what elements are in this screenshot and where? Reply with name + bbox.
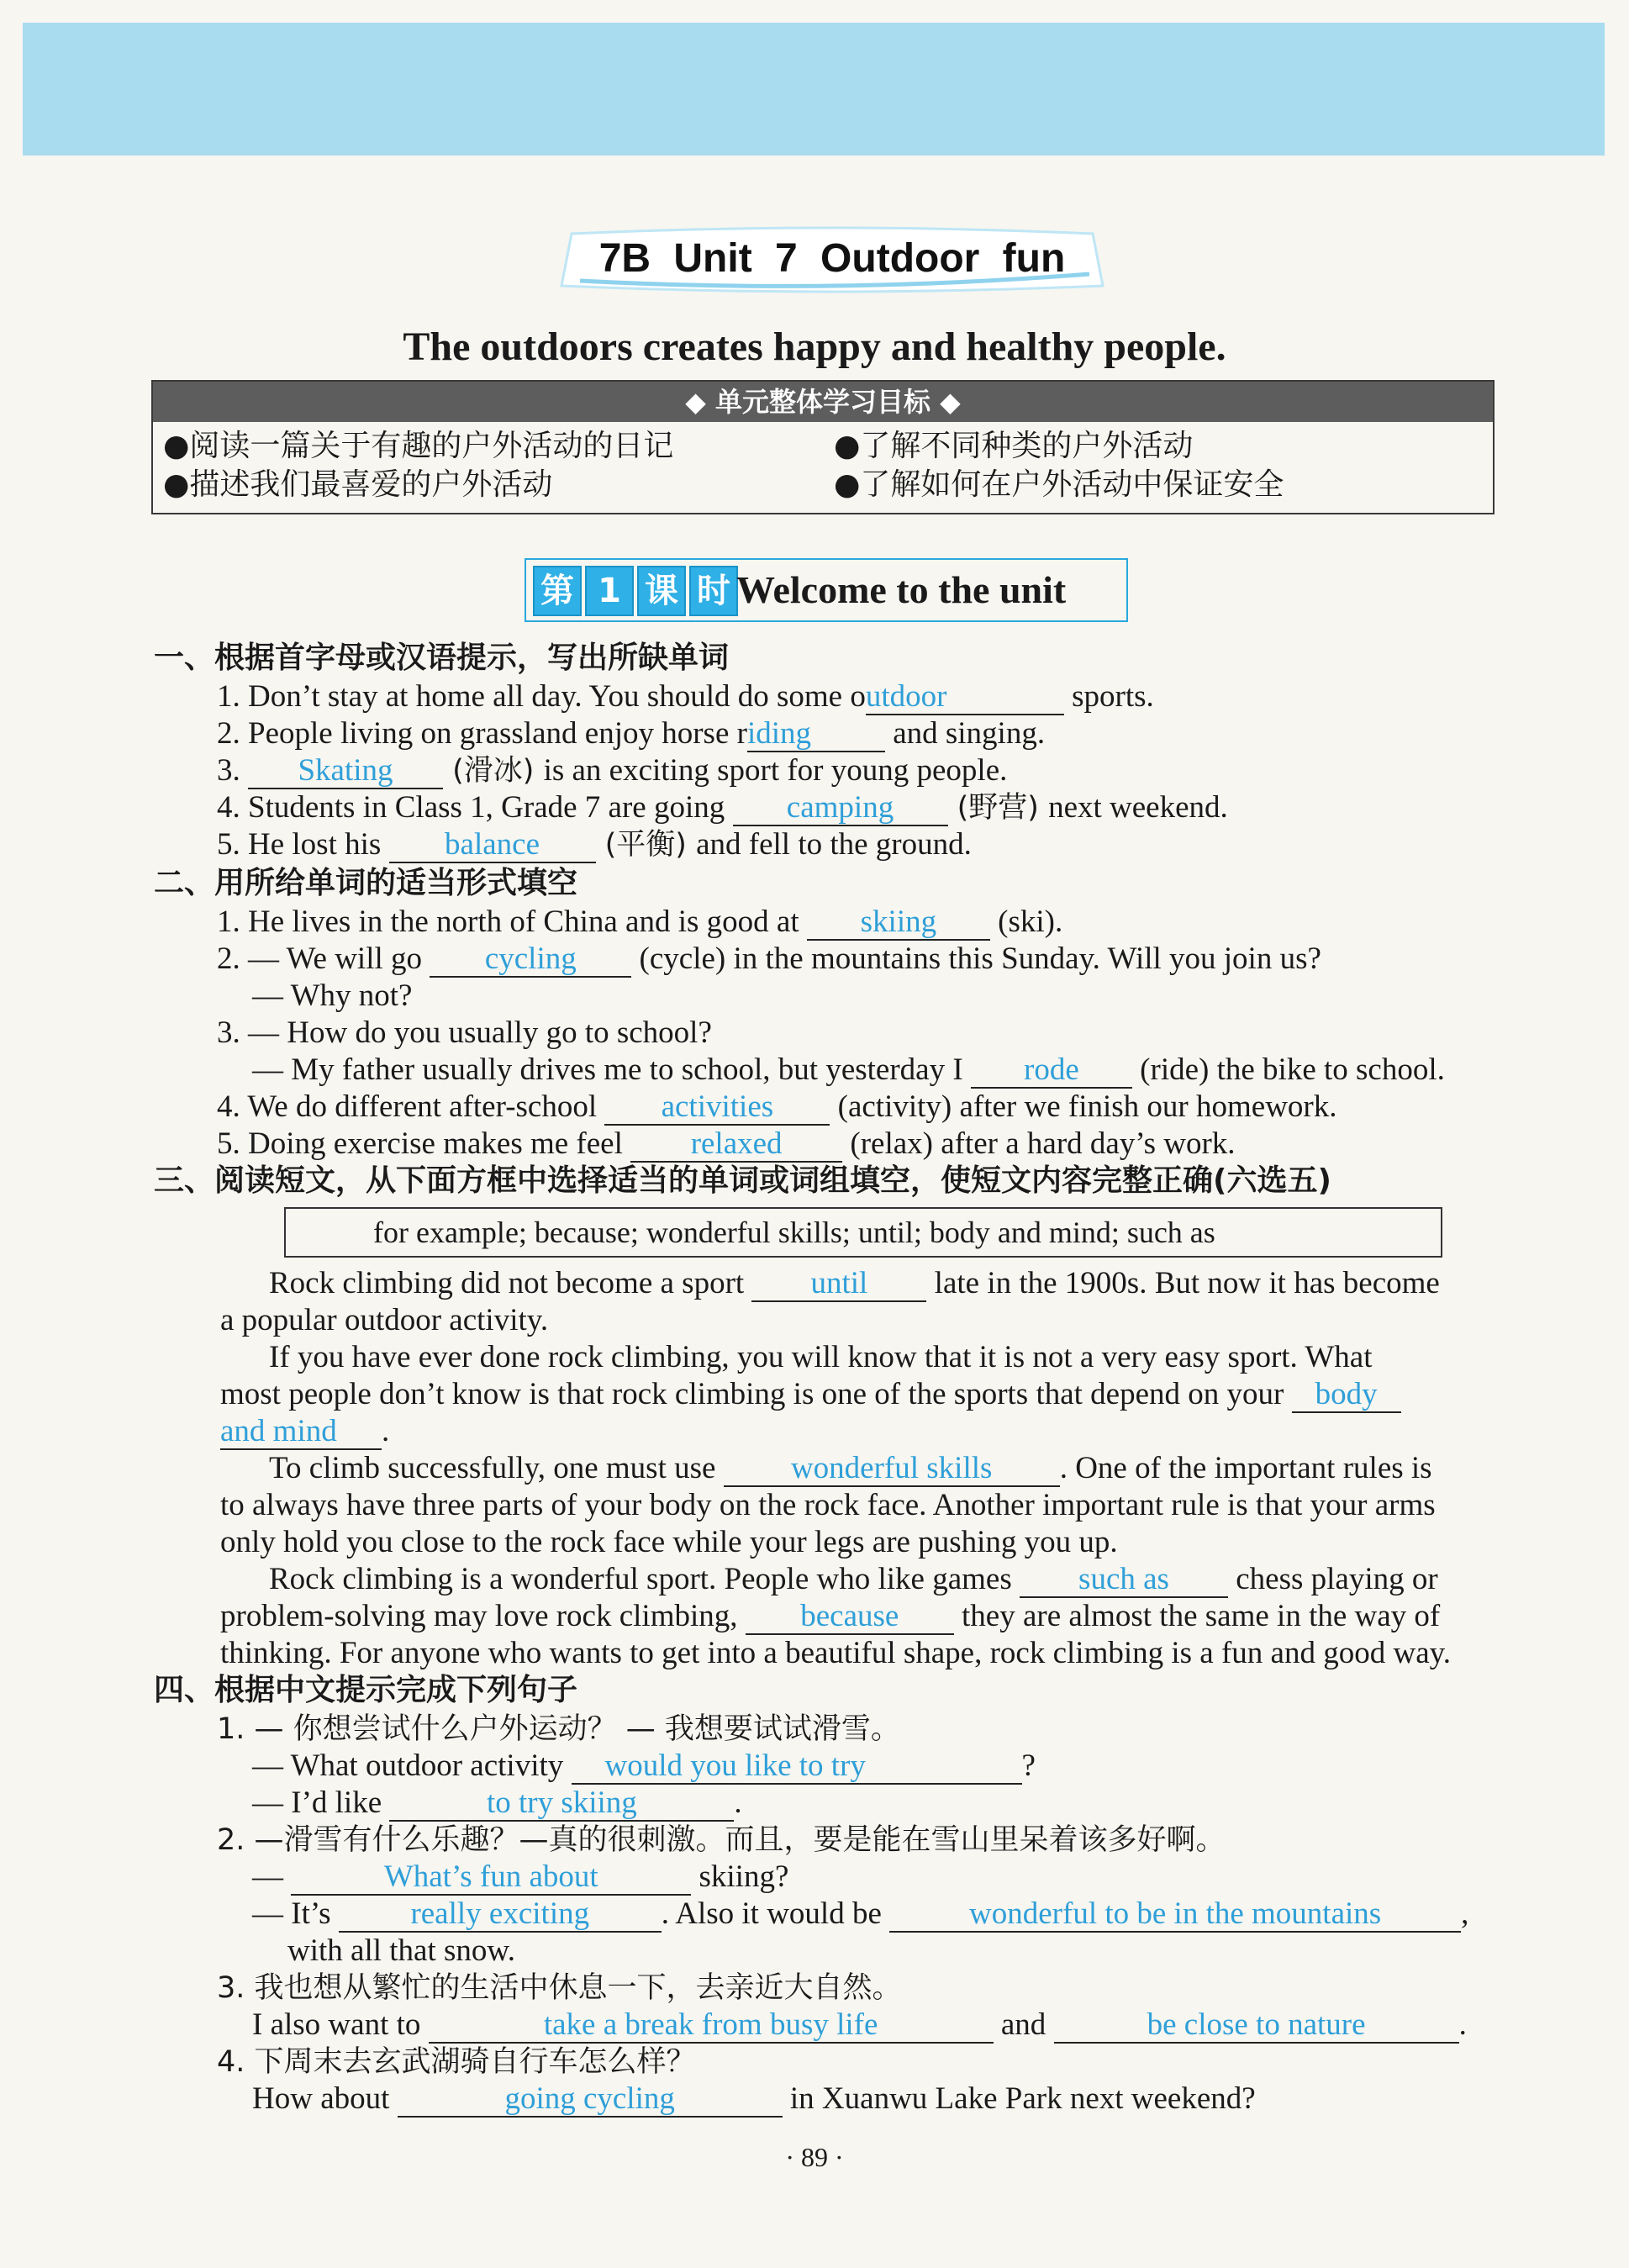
s2-q1: [217, 903, 1062, 941]
s3-text: late in the 1900s. But now it has become: [926, 1266, 1440, 1300]
lesson-char: 课: [637, 566, 686, 616]
s3-answer-3[interactable]: wonderful skills: [724, 1452, 1060, 1487]
s3-answer-5[interactable]: because: [746, 1600, 954, 1635]
s4-q2-line1: [252, 1858, 788, 1896]
s3-answer-1[interactable]: until: [751, 1267, 926, 1302]
s1-q4: [217, 789, 1228, 827]
s3-text: Rock climbing is a wonderful sport. People who like games: [269, 1562, 1020, 1596]
goal-item: ●了解如何在户外活动中保证安全: [834, 467, 1284, 502]
word-choice-box: [284, 1207, 1442, 1258]
unit-title: 7B Unit 7 Outdoor fun: [598, 236, 1066, 281]
s1-q5-text: 5. He lost his: [217, 827, 389, 862]
s1-q1-answer[interactable]: utdoor: [866, 680, 1064, 715]
goal-item: ●描述我们最喜爱的户外活动: [163, 467, 553, 502]
s2-q3: [252, 1051, 1445, 1089]
s3-p2-line1: If you have ever done rock climbing, you will know that it is not a very easy sport. What: [269, 1340, 1373, 1374]
s3-p3-line3: only hold you close to the rock face while your legs are pushing you up.: [220, 1525, 1118, 1559]
s2-q1-text-end: (ski).: [989, 905, 1063, 939]
s1-q1-text-end: sports.: [1063, 679, 1154, 714]
s4-q2-answer-2[interactable]: really exciting: [339, 1897, 662, 1933]
s2-q4-text: 4. We do different after-school: [217, 1089, 605, 1124]
s2-q5-text-end: (relax) after a hard day’s work.: [842, 1126, 1236, 1161]
s4-text: —: [252, 1859, 292, 1894]
s2-q4: [217, 1088, 1337, 1126]
s4-text: .: [734, 1785, 742, 1820]
goal-item: ●了解不同种类的户外活动: [834, 429, 1194, 463]
s1-q2-answer[interactable]: iding: [747, 717, 885, 752]
s2-q3-question: 3. — How do you usually go to school?: [217, 1015, 712, 1050]
section1-heading: 一、根据首字母或汉语提示，写出所缺单词: [154, 641, 730, 675]
s3-answer-2a[interactable]: body: [1292, 1378, 1401, 1413]
s4-text: . Also it would be: [661, 1896, 890, 1931]
learning-goals-box: [151, 380, 1495, 514]
s3-p4-line1: [269, 1560, 1438, 1599]
s4-text: ,: [1461, 1896, 1469, 1931]
s3-p1-line2: a popular outdoor activity.: [220, 1303, 549, 1337]
s2-q2-text: 2. — We will go: [217, 941, 430, 976]
s1-q4-text-end: next weekend.: [1048, 790, 1228, 825]
s4-q1-chinese: 1. — 你想尝试什么户外运动？ — 我想要试试滑雪。: [217, 1712, 900, 1746]
s3-p4-line3: thinking. For anyone who wants to get into a beautiful shape, rock climbing is a fun and good way.: [220, 1636, 1451, 1670]
s1-q3: [217, 752, 1007, 790]
s4-text: — It’s: [252, 1896, 339, 1931]
lesson-char: 时: [689, 566, 738, 616]
s3-answer-4[interactable]: such as: [1020, 1563, 1228, 1598]
lesson-title-box: [525, 558, 1128, 622]
s1-q3-text-end: is an exciting sport for young people.: [543, 753, 1008, 788]
s1-q5: [217, 825, 972, 864]
s2-q3-text-end: (ride) the bike to school.: [1131, 1052, 1445, 1087]
s4-q2-answer-1[interactable]: What’s fun about: [291, 1860, 691, 1896]
s1-q1: [217, 678, 1154, 716]
s4-text: in Xuanwu Lake Park next weekend?: [782, 2081, 1256, 2116]
s4-q2-answer-3[interactable]: wonderful to be in the mountains: [889, 1897, 1461, 1933]
s1-q4-hint: (野营): [947, 791, 1049, 825]
s3-answer-2b[interactable]: and mind: [220, 1415, 382, 1450]
s4-q1-answer-2[interactable]: to try skiing: [389, 1786, 734, 1822]
s4-q4-line1: [252, 2080, 1256, 2118]
s1-q4-answer[interactable]: camping: [733, 791, 948, 826]
s2-q2-answer[interactable]: cycling: [430, 942, 631, 978]
s2-q3-text: — My father usually drives me to school, but yesterday I: [252, 1052, 971, 1087]
s4-text: skiing?: [691, 1859, 789, 1894]
s3-p1-line1: [269, 1264, 1440, 1303]
s4-q3-chinese: 3. 我也想从繁忙的生活中休息一下，去亲近大自然。: [217, 1971, 902, 2005]
lesson-title: Welcome to the unit: [736, 568, 1067, 611]
s1-q5-hint: (平衡): [595, 828, 697, 862]
s4-q2-line2: [252, 1895, 1468, 1933]
s2-q1-answer[interactable]: skiing: [807, 905, 990, 941]
lesson-char: 第: [533, 566, 582, 616]
section2-heading: 二、用所给单词的适当形式填空: [154, 866, 578, 900]
section4-heading: 四、根据中文提示完成下列句子: [154, 1673, 578, 1707]
s2-q2-text-end: (cycle) in the mountains this Sunday. Will you join us?: [631, 941, 1321, 976]
s1-q5-text-end: and fell to the ground.: [696, 827, 972, 862]
s3-p3-line2: to always have three parts of your body on the rock face. Another important rule is that your arms: [220, 1488, 1436, 1522]
s1-q2-text: 2. People living on grassland enjoy horse r: [217, 716, 747, 751]
s2-q2: [217, 940, 1321, 978]
s1-q2-text-end: and singing.: [884, 716, 1046, 751]
s4-q1-answer-1[interactable]: would you like to try: [572, 1749, 1022, 1785]
header-band: [23, 23, 1605, 156]
s2-q5: [217, 1125, 1236, 1163]
s4-q3-line1: [252, 2006, 1467, 2044]
s2-q3-answer[interactable]: rode: [971, 1053, 1132, 1089]
s1-q3-hint: (滑冰): [443, 754, 544, 788]
s4-text: .: [1458, 2007, 1467, 2042]
word-choices: for example; because; wonderful skills; until; body and mind; such as: [373, 1216, 1215, 1249]
s4-q4-chinese: 4. 下周末去玄武湖骑自行车怎么样？: [217, 2045, 696, 2079]
goal-item: ●阅读一篇关于有趣的户外活动的日记: [163, 429, 674, 463]
s3-text: Rock climbing did not become a sport: [269, 1266, 752, 1300]
page-number: · 89 ·: [785, 2142, 844, 2172]
s2-q4-answer[interactable]: activities: [604, 1090, 830, 1126]
s2-q2-reply: — Why not?: [252, 978, 413, 1013]
s2-q4-text-end: (activity) after we finish our homework.: [830, 1089, 1337, 1124]
s2-q1-text: 1. He lives in the north of China and is good at: [217, 905, 807, 939]
s2-q5-text: 5. Doing exercise makes me feel: [217, 1126, 631, 1161]
s3-p2-line3: [220, 1412, 389, 1451]
s3-text: To climb successfully, one must use: [269, 1451, 724, 1485]
goals-heading: ◆ 单元整体学习目标 ◆: [153, 382, 1493, 422]
s4-text: I also want to: [252, 2007, 429, 2042]
section3-heading: 三、阅读短文，从下面方框中选择适当的单词或词组填空，使短文内容完整正确(六选五): [154, 1163, 1331, 1198]
s4-q4-answer[interactable]: going cycling: [398, 2082, 783, 2118]
s4-q3-answer-2[interactable]: be close to nature: [1054, 2008, 1459, 2044]
s4-q2-line3: with all that snow.: [287, 1933, 515, 1968]
s3-text: problem-solving may love rock climbing,: [220, 1599, 746, 1633]
lesson-char: 1: [585, 566, 634, 616]
s3-text: most people don’t know is that rock climbing is one of the sports that depend on your: [220, 1377, 1292, 1411]
s4-q3-answer-1[interactable]: take a break from busy life: [429, 2008, 994, 2044]
s4-text: and: [993, 2007, 1054, 2042]
s4-q1-line2: [252, 1784, 742, 1822]
s1-q2: [217, 715, 1045, 753]
s2-q5-answer[interactable]: relaxed: [630, 1127, 842, 1163]
s3-text: .: [382, 1414, 390, 1448]
unit-title-banner: [555, 225, 1110, 294]
s1-q3-text: 3.: [217, 753, 248, 788]
s4-text: — What outdoor activity: [252, 1748, 572, 1783]
s4-q2-chinese: 2. —滑雪有什么乐趣？—真的很刺激。而且，要是能在雪山里呆着该多好啊。: [217, 1823, 1226, 1857]
s3-p2-line2: [220, 1375, 1401, 1414]
s3-text: . One of the important rules is: [1059, 1451, 1432, 1485]
s3-text: they are almost the same in the way of: [953, 1599, 1441, 1633]
s1-q1-text: 1. Don’t stay at home all day. You should do some o: [217, 679, 866, 714]
unit-slogan: The outdoors creates happy and healthy people.: [403, 324, 1226, 369]
s1-q5-answer[interactable]: balance: [389, 828, 596, 863]
s1-q3-answer[interactable]: Skating: [248, 754, 443, 789]
s4-text: — I’d like: [252, 1785, 390, 1820]
s3-text: chess playing or: [1228, 1562, 1438, 1596]
s4-text: How about: [252, 2081, 398, 2116]
s4-q1-line1: [252, 1747, 1036, 1785]
s3-p4-line2: [220, 1597, 1440, 1636]
s3-p3-line1: [269, 1449, 1432, 1488]
s1-q4-text: 4. Students in Class 1, Grade 7 are going: [217, 790, 733, 825]
s4-text: ?: [1021, 1748, 1036, 1783]
